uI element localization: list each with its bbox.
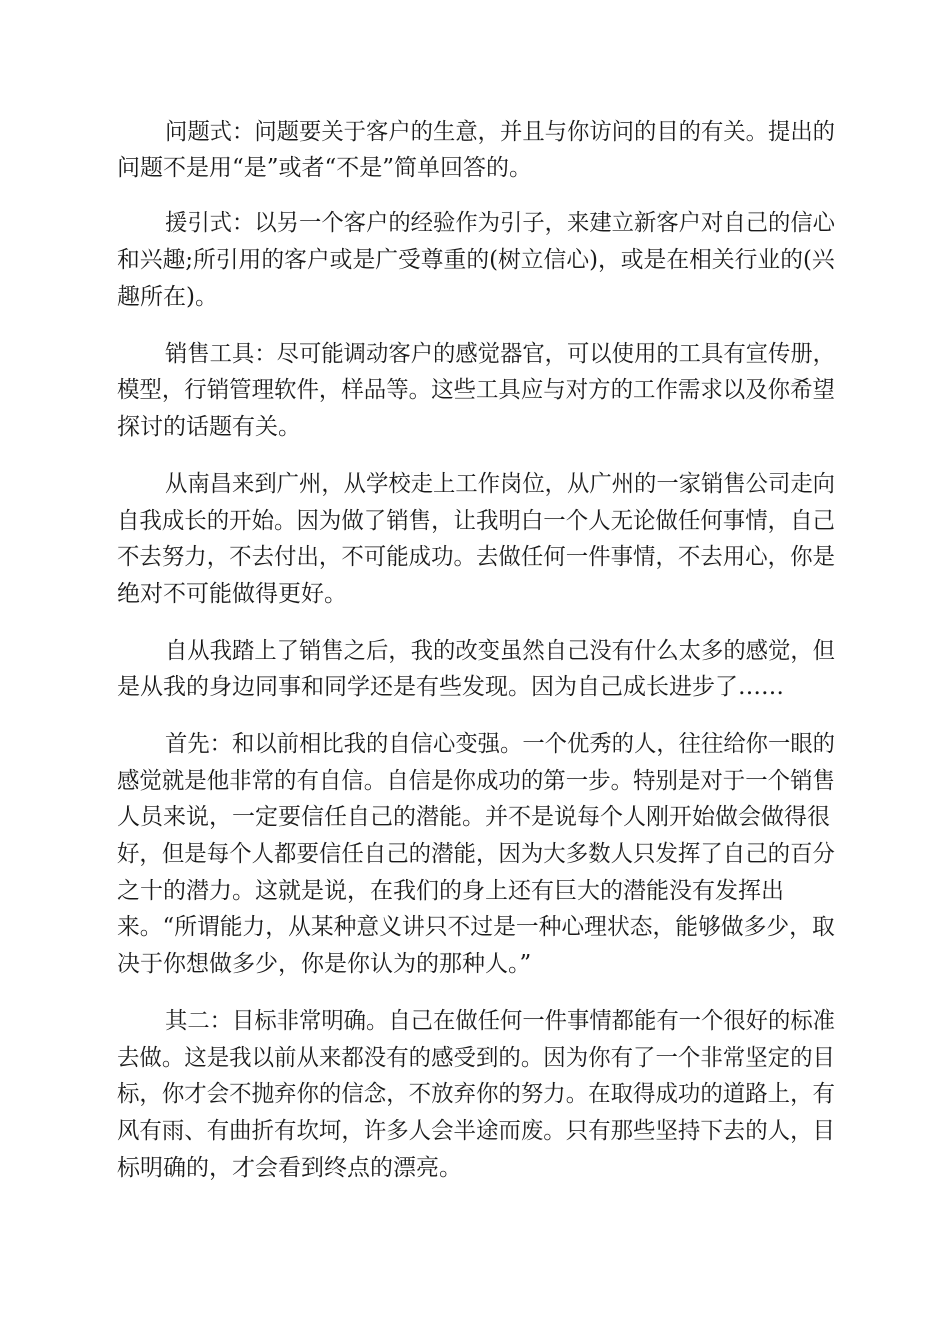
paragraph-7-line-3: 标，你才会不抛弃你的信念，不放弃你的努力。在取得成功的道路上，有 (117, 1081, 835, 1107)
paragraph-3-line-2: 模型，行销管理软件，样品等。这些工具应与对方的工作需求以及你希望 (117, 377, 835, 403)
paragraph-4-line-3: 不去努力，不去付出，不可能成功。去做任何一件事情，不去用心，你是 (117, 544, 835, 570)
paragraph-5-line-2: 是从我的身边同事和同学还是有些发现。因为自己成长进步了…… (117, 674, 784, 700)
paragraph-1-line-1: 问题式：问题要关于客户的生意，并且与你访问的目的有关。提出的 (165, 119, 835, 145)
paragraph-7-line-1: 其二：目标非常明确。自己在做任何一件事情都能有一个很好的标准 (165, 1008, 835, 1034)
paragraph-2-line-1: 援引式：以另一个客户的经验作为引子，来建立新客户对自己的信心 (165, 210, 835, 236)
paragraph-6-line-7: 决于你想做多少，你是你认为的那种人。” (117, 951, 532, 977)
paragraph-6-line-1: 首先：和以前相比我的自信心变强。一个优秀的人，往往给你一眼的 (165, 731, 835, 757)
paragraph-2-line-3: 趣所在)。 (117, 284, 218, 310)
paragraph-4-line-2: 自我成长的开始。因为做了销售，让我明白一个人无论做任何事情，自己 (117, 508, 835, 534)
paragraph-3-line-3: 探讨的话题有关。 (117, 414, 301, 440)
paragraph-2-line-2: 和兴趣;所引用的客户或是广受尊重的(树立信心)，或是在相关行业的(兴 (117, 247, 835, 273)
paragraph-6-line-3: 人员来说，一定要信任自己的潜能。并不是说每个人刚开始做会做得很 (117, 804, 830, 830)
paragraph-6-line-2: 感觉就是他非常的有自信。自信是你成功的第一步。特别是对于一个销售 (117, 768, 835, 794)
paragraph-3-line-1: 销售工具：尽可能调动客户的感觉器官，可以使用的工具有宣传册， (165, 341, 835, 367)
paragraph-1-line-2: 问题不是用“是”或者“不是”简单回答的。 (117, 155, 533, 181)
paragraph-6-line-6: 来。“所谓能力，从某种意义讲只不过是一种心理状态，能够做多少，取 (117, 914, 835, 940)
paragraph-4-line-1: 从南昌来到广州，从学校走上工作岗位，从广州的一家销售公司走向 (165, 471, 835, 497)
paragraph-6-line-5: 之十的潜力。这就是说，在我们的身上还有巨大的潜能没有发挥出 (117, 878, 784, 904)
paragraph-4-line-4: 绝对不可能做得更好。 (117, 581, 347, 607)
paragraph-7-line-4: 风有雨、有曲折有坎坷，许多人会半途而废。只有那些坚持下去的人，目 (117, 1118, 835, 1144)
paragraph-7-line-2: 去做。这是我以前从来都没有的感受到的。因为你有了一个非常坚定的目 (117, 1045, 835, 1071)
paragraph-5-line-1: 自从我踏上了销售之后，我的改变虽然自己没有什么太多的感觉，但 (165, 638, 835, 664)
paragraph-6-line-4: 好，但是每个人都要信任自己的潜能，因为大多数人只发挥了自己的百分 (117, 841, 835, 867)
paragraph-7-line-5: 标明确的，才会看到终点的漂亮。 (117, 1155, 462, 1181)
